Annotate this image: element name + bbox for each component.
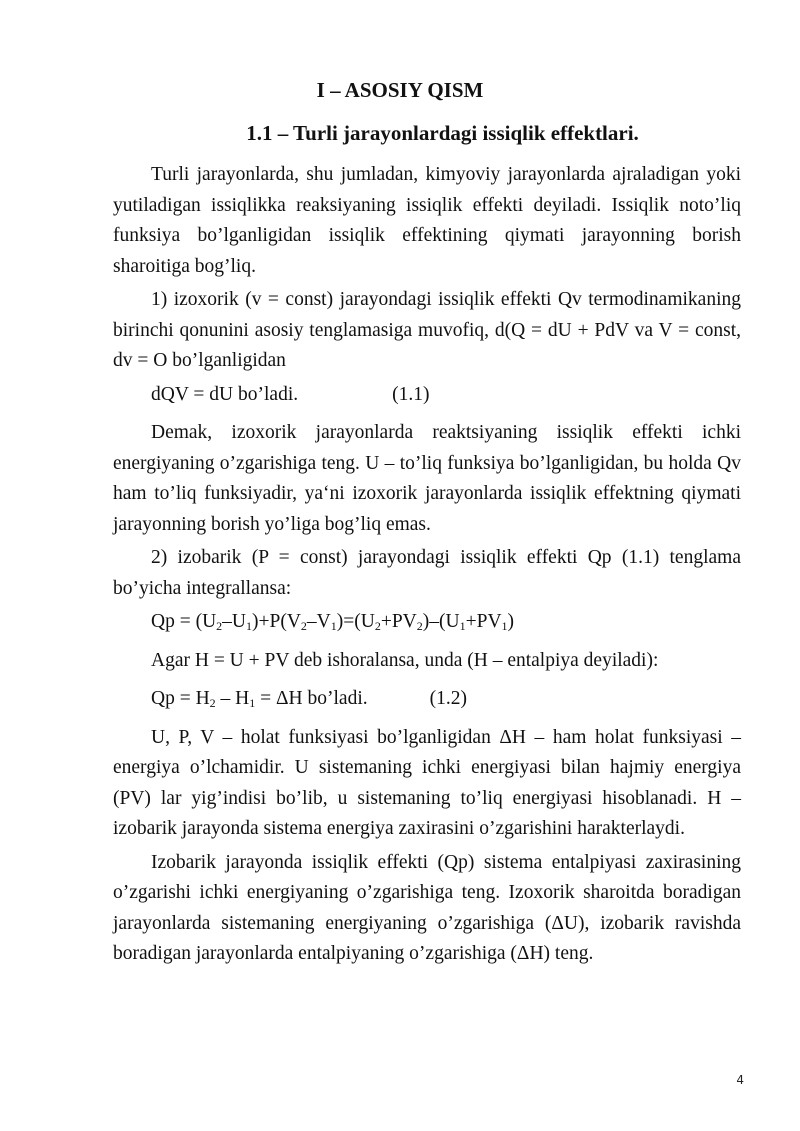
equation-1-text: dQV = dU bo’ladi. (151, 383, 299, 405)
paragraph-intro: Turli jarayonlarda, shu jumladan, kimyoviy jarayonlarda ajraladigan yoki yutiladigan issiqlikka reaksiyaning issiqlik effekti deyiladi. Issiqlik noto’liq funksiya bo’lganligidan issiqlik effektining qiymati jarayonning borish sharoitiga bog’liq. (113, 164, 741, 277)
paragraph-state-functions: U, P, V – holat funksiyasi bo’lganligidan ΔH – ham holat funksiyasi – energiya o’lchamidir. U sistemaning ichki energiyasi bilan hajmiy energiya (PV) lar yig’indisi bo’lib, u sistemaning to’liq energiyasi hisoblanadi. H – izobarik jarayonda sistema energiya zaxirasini o’zgarishini harakterlaydi. (113, 726, 741, 839)
equation-2-number: (1.2) (429, 688, 467, 709)
chapter-heading: I – ASOSIY QISM (316, 78, 484, 102)
section-heading: 1.1 – Turli jarayonlardagi issiqlik effektlari. (246, 121, 639, 145)
equation-1-number: (1.1) (392, 383, 430, 405)
equation-2: $Qp = H_2 - H_1 = \Delta H$ bo’ladi. (1.2) (113, 684, 741, 715)
paragraph-isobaric: 2) izobarik (P = const) jarayondagi issiqlik effekti Qp (1.1) tenglama bo’yicha integrallansa: (113, 547, 741, 599)
equation-qp-integral: $Qp = (U_2-U_1)+P(V_2-V_1)=(U_2+PV_2)-(U_1+PV_1)$ (151, 611, 515, 633)
paragraph-enthalpy-def: Agar H = U + PV deb ishoralansa, unda (H – entalpiya deyiladi): (151, 649, 659, 671)
page-number: 4 (736, 1073, 744, 1087)
paragraph-isobaric-effect: Izobarik jarayonda issiqlik effekti (Qp) sistema entalpiyasi zaxirasining o’zgarishi ichki energiyaning o’zgarishiga teng. Izoxorik sharoitda boradigan jarayonlarda sistemaning energiyaning o’zgarishiga (ΔU), izobarik ravishda boradigan jarayonlarda entalpiyaning o’zgarishiga (ΔH) teng. (113, 851, 741, 964)
paragraph-isochoric: 1) izoxorik (v = const) jarayondagi issiqlik effekti Qv termodinamikaning birinchi qonunini asosiy tenglamasiga muvofiq, d(Q = dU + PdV va V = const, dv = O bo’lganligidan (113, 289, 741, 371)
equation-1 (113, 380, 741, 411)
paragraph-isochoric-conclusion: Demak, izoxorik jarayonlarda reaktsiyaning issiqlik effekti ichki energiyaning o’zgarishiga teng. U – to’liq funksiya bo’lganligidan, bu holda Qv ham to’liq funksiyadir, ya‘ni izoxorik jarayonlarda issiqlik effektning qiymati jarayonning borish yo’liga bog’liq emas. (113, 422, 741, 535)
body-text (113, 160, 741, 973)
